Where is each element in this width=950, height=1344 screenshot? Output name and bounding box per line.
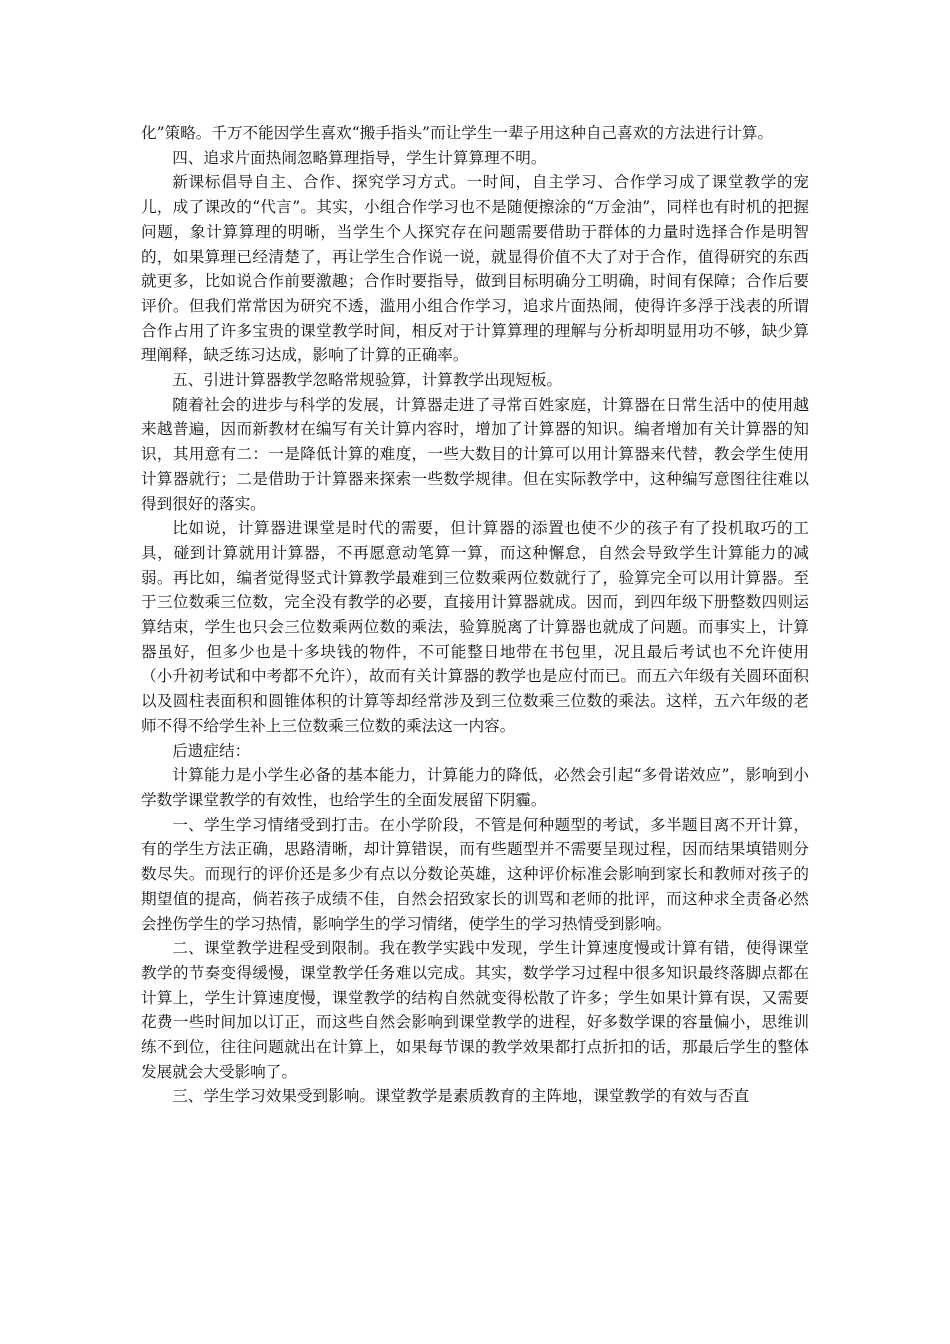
heading-aftereffects: 后遗症结： [172, 741, 251, 760]
paragraph-point-two-progress: 二、课堂教学进程受到限制。我在教学实践中发现，学生计算速度慢或计算有错，使得课堂教学的节奏变得缓慢，课堂教学任务难以完成。其实，数学学习过程中很多知识最终落脚点都在计算上，学生计算速度慢，课堂教学的结构自然就变得松散了许多；学生如果计算有误，又需要花费一些时间加以订正，而这些自然会影响到课堂教学的进程，好多数学课的容量偏小，思维训练不到位，往往问题就出在计算上，如果每节课的教学效果都打点折扣的话，那最后学生的整体发展就会大受影响了。 [141, 939, 809, 1081]
paragraph-point-three-effect: 三、学生学习效果受到影响。课堂教学是素质教育的主阵地，课堂教学的有效与否直 [172, 1087, 750, 1106]
paragraph-calculation-strategy-end: 化”策略。千万不能因学生喜欢“搬手指头”而让学生一辈子用这种自己喜欢的方法进行计算。 [141, 124, 774, 142]
paragraph-domino-effect: 计算能力是小学生必备的基本能力，计算能力的降低，必然会引起“多骨诺效应”，影响到小学数学课堂教学的有效性，也给学生的全面发展留下阴霾。 [141, 766, 809, 809]
paragraph-calculator-example: 比如说，计算器进课堂是时代的需要，但计算器的添置也使不少的孩子有了投机取巧的工具，碰到计算就用计算器，不再愿意动笔算一算，而这种懈怠，自然会导致学生计算能力的减弱。再比如，编者觉得竖式计算教学最难到三位数乘两位数就行了，验算完全可以用计算器。至于三位数乘三位数，完全没有教学的必要，直接用计算器就成。因而，到四年级下册整数四则运算结束，学生也只会三位数乘两位数的乘法，验算脱离了计算器也就成了问题。而事实上，计算器虽好，但多少也是十多块钱的物件，不可能整日地带在书包里，况且最后考试也不允许使用（小升初考试和中考都不允许），故而有关计算器的教学也是应付而已。而五六年级有关圆环面积以及圆柱表面积和圆锥体积的计算等却经常涉及到三位数乘三位数的乘法。这样，五六年级的老师不得不给学生补上三位数乘三位数的乘法这一内容。 [141, 519, 809, 735]
paragraph-cooperative-learning: 新课标倡导自主、合作、探究学习方式。一时间，自主学习、合作学习成了课堂教学的宠儿，成了课改的“代言”。其实，小组合作学习也不是随便擦涂的“万金油”，同样也有时机的把握问题，象计算算理的明晰，当学生个人探究存在问题需要借助于群体的力量时选择合作是明智的，如果算理已经清楚了，再让学生合作说一说，就显得价值不大了对于合作，值得研究的东西就更多，比如说合作前要激趣；合作时要指导，做到目标明确分工明确，时间有保障；合作后要评价。但我们常常因为研究不透，滥用小组合作学习，追求片面热闹，使得许多浮于浅表的所谓合作占用了许多宝贵的课堂教学时间，相反对于计算算理的理解与分析却明显用功不够，缺少算理阐释，缺乏练习达成，影响了计算的正确率。 [141, 173, 809, 365]
paragraph-calculator-intro: 随着社会的进步与科学的发展，计算器走进了寻常百姓家庭，计算器在日常生活中的使用越来越普遍，因而新教材在编写有关计算内容时，增加了计算器的知识。编者增加有关计算器的知识，其用意有二：一是降低计算的难度，一些大数目的计算可以用计算器来代替，教会学生使用计算器就行；二是借助于计算器来探索一些数学规律。但在实际教学中，这种编写意图往往难以得到很好的落实。 [141, 395, 809, 513]
heading-section-four: 四、追求片面热闹忽略算理指导，学生计算算理不明。 [172, 148, 547, 167]
document-body [141, 121, 809, 1109]
paragraph-point-one-emotion: 一、学生学习情绪受到打击。在小学阶段，不管是何种题型的考试，多半题目离不开计算，有的学生方法正确，思路清晰，却计算错误，而有些题型并不需要呈现过程，因而结果填错则分数尽失。而现行的评价还是多少有点以分数论英雄，这种评价标准会影响到家长和教师对孩子的期望值的提高，倘若孩子成绩不佳，自然会招致家长的训骂和老师的批评，而这种求全责备必然会挫伤学生的学习热情，影响学生的学习情绪，使学生的学习热情受到影响。 [141, 815, 809, 933]
heading-section-five: 五、引进计算器教学忽略常规验算，计算教学出现短板。 [172, 371, 563, 390]
